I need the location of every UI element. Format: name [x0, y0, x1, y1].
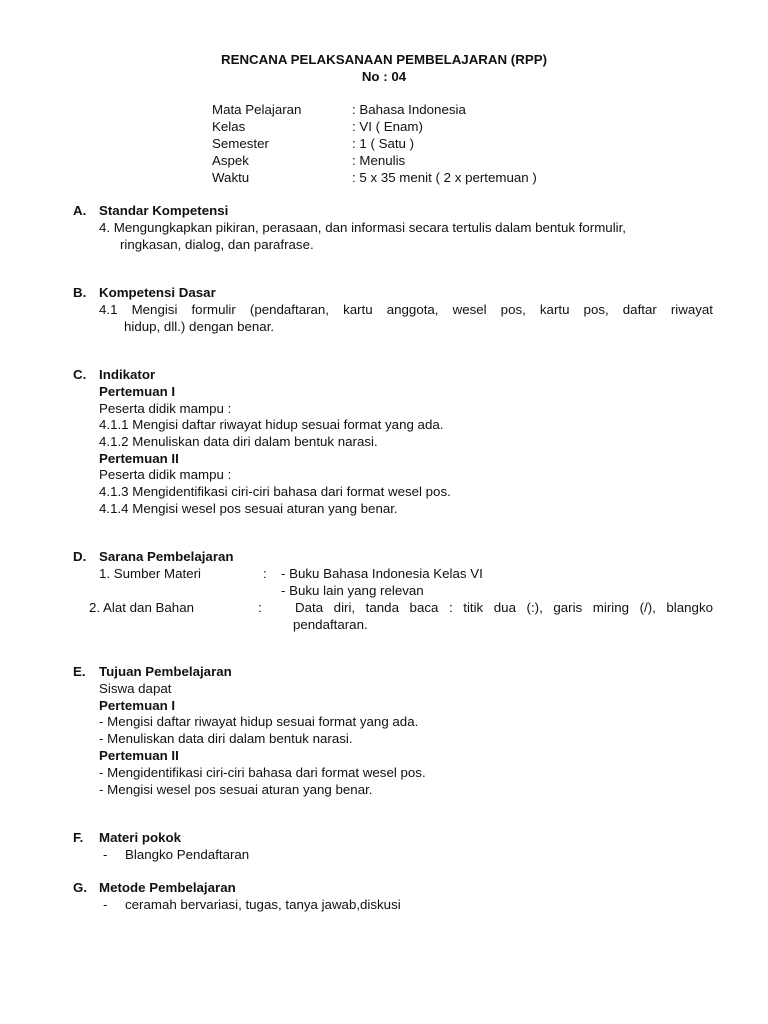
section-f-item-1: Blangko Pendaftaran: [125, 847, 250, 862]
info-value-class: : VI ( Enam): [352, 119, 423, 134]
section-c-indicator-4: 4.1.4 Mengisi wesel pos sesuai aturan yang benar.: [99, 501, 398, 516]
section-a-text-line1: 4. Mengungkapkan pikiran, perasaan, dan informasi secara tertulis dalam bentuk formulir,: [99, 220, 626, 235]
section-d-letter: D.: [73, 549, 87, 564]
section-d-source-label: 1. Sumber Materi: [99, 566, 201, 581]
section-e-heading: Tujuan Pembelajaran: [99, 664, 232, 679]
section-d-source-value-1: - Buku Bahasa Indonesia Kelas VI: [281, 566, 483, 581]
section-b-text-line1: 4.1 Mengisi formulir (pendaftaran, kartu anggota, wesel pos, kartu pos, daftar riwayat: [99, 302, 713, 317]
section-c-meeting-2: Pertemuan II: [99, 451, 179, 466]
section-d-tools-colon: :: [258, 600, 262, 615]
section-e-goal-2: - Menuliskan data diri dalam bentuk narasi.: [99, 731, 353, 746]
section-c-meeting-1: Pertemuan I: [99, 384, 176, 399]
info-label-aspect: Aspek: [212, 153, 249, 168]
info-label-semester: Semester: [212, 136, 269, 151]
section-f-letter: F.: [73, 830, 84, 845]
section-d-source-value-2: - Buku lain yang relevan: [281, 583, 424, 598]
section-g-dash: -: [103, 897, 108, 912]
section-e-meeting-2: Pertemuan II: [99, 748, 179, 763]
section-c-letter: C.: [73, 367, 87, 382]
section-d-tools-label: 2. Alat dan Bahan: [89, 600, 194, 615]
document-title: RENCANA PELAKSANAAN PEMBELAJARAN (RPP): [220, 52, 548, 67]
section-g-heading: Metode Pembelajaran: [99, 880, 236, 895]
section-d-tools-value-1: Data diri, tanda baca : titik dua (:), garis miring (/), blangko: [295, 600, 713, 615]
section-c-indicator-2: 4.1.2 Menuliskan data diri dalam bentuk narasi.: [99, 434, 378, 449]
section-e-goal-1: - Mengisi daftar riwayat hidup sesuai format yang ada.: [99, 714, 419, 729]
section-d-heading: Sarana Pembelajaran: [99, 549, 234, 564]
section-c-indicator-1: 4.1.1 Mengisi daftar riwayat hidup sesuai format yang ada.: [99, 417, 444, 432]
section-a-letter: A.: [73, 203, 87, 218]
section-d-source-colon: :: [263, 566, 267, 581]
section-g-item-1: ceramah bervariasi, tugas, tanya jawab,diskusi: [125, 897, 401, 912]
info-value-subject: : Bahasa Indonesia: [352, 102, 466, 117]
document-number: No : 04: [361, 69, 407, 84]
info-label-time: Waktu: [212, 170, 250, 185]
info-label-subject: Mata Pelajaran: [212, 102, 302, 117]
section-c-indicator-3: 4.1.3 Mengidentifikasi ciri-ciri bahasa dari format wesel pos.: [99, 484, 451, 499]
section-a-heading: Standar Kompetensi: [99, 203, 229, 218]
section-b-heading: Kompetensi Dasar: [99, 285, 216, 300]
section-d-tools-value-2: pendaftaran.: [293, 617, 368, 632]
section-a-text-line2: ringkasan, dialog, dan parafrase.: [120, 237, 314, 252]
section-f-dash: -: [103, 847, 108, 862]
section-g-letter: G.: [73, 880, 88, 895]
info-value-aspect: : Menulis: [352, 153, 406, 168]
info-label-class: Kelas: [212, 119, 246, 134]
section-b-letter: B.: [73, 285, 87, 300]
section-f-heading: Materi pokok: [99, 830, 182, 845]
info-value-semester: : 1 ( Satu ): [352, 136, 415, 151]
section-c-intro-1: Peserta didik mampu :: [99, 401, 232, 416]
section-e-meeting-1: Pertemuan I: [99, 698, 176, 713]
section-e-goal-3: - Mengidentifikasi ciri-ciri bahasa dari format wesel pos.: [99, 765, 426, 780]
section-b-text-line2: hidup, dll.) dengan benar.: [124, 319, 275, 334]
section-e-letter: E.: [73, 664, 86, 679]
info-value-time: : 5 x 35 menit ( 2 x pertemuan ): [352, 170, 537, 185]
section-e-goal-4: - Mengisi wesel pos sesuai aturan yang benar.: [99, 782, 373, 797]
section-c-intro-2: Peserta didik mampu :: [99, 467, 232, 482]
section-e-intro: Siswa dapat: [99, 681, 172, 696]
section-c-heading: Indikator: [99, 367, 156, 382]
